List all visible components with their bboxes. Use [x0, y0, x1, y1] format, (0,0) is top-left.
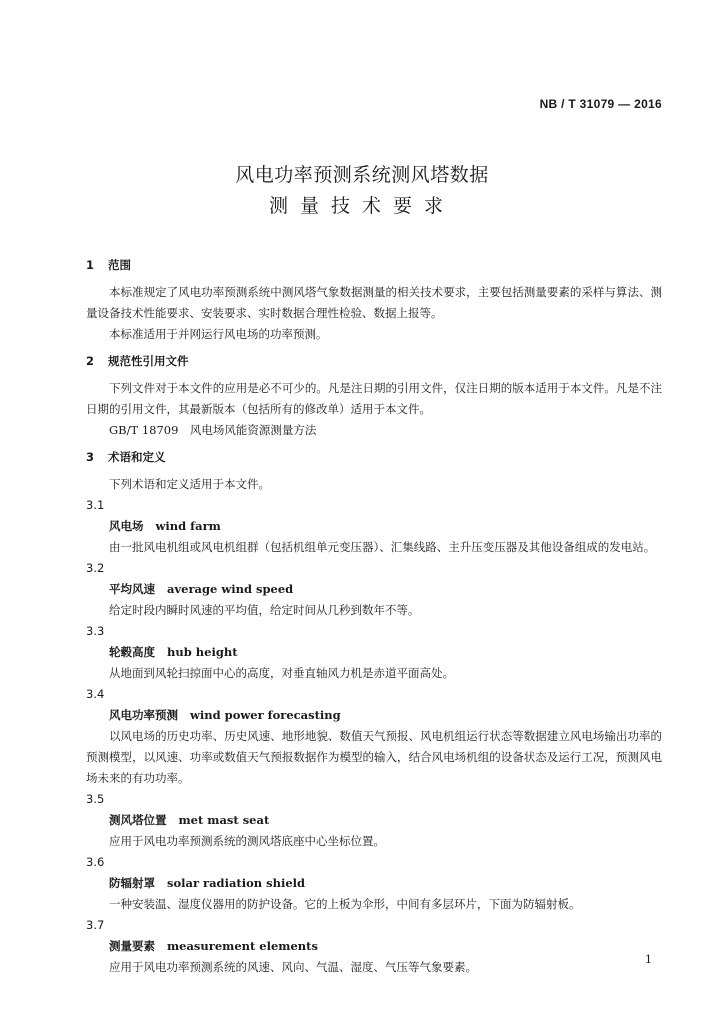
section-title: 术语和定义	[108, 450, 166, 464]
section-heading	[86, 255, 662, 276]
term-heading	[86, 810, 662, 831]
term-zh: 轮毂高度	[109, 645, 155, 659]
term-entry	[86, 621, 662, 684]
standard-number: NB / T 31079 — 2016	[539, 97, 662, 111]
term-entry	[86, 789, 662, 852]
term-heading	[86, 873, 662, 894]
section-number: 1	[86, 258, 95, 272]
term-heading	[86, 936, 662, 957]
term-zh: 平均风速	[109, 582, 155, 596]
term-zh: 防辐射罩	[109, 876, 155, 890]
term-entry	[86, 915, 662, 978]
term-definition: 应用于风电功率预测系统的测风塔底座中心坐标位置。	[109, 834, 385, 848]
term-zh: 风电功率预测	[109, 708, 178, 722]
paragraph: 下列文件对于本文件的应用是必不可少的。凡是注日期的引用文件，仅注日期的版本适用于本文件。凡是不注日期的引用文件，其最新版本（包括所有的修改单）适用于本文件。	[86, 381, 662, 416]
term-definition: 以风电场的历史功率、历史风速、地形地貌、数值天气预报、风电机组运行状态等数据建立风电场输出功率的预测模型，以风速、功率或数值天气预报数据作为模型的输入，结合风电场机组的设备状态及运行工况，预测风电场未来的有功功率。	[86, 729, 662, 785]
page-number: 1	[645, 953, 652, 966]
term-en: average wind speed	[167, 582, 294, 596]
term-number: 3.5	[86, 792, 105, 806]
term-definition: 应用于风电功率预测系统的风速、风向、气温、湿度、气压等气象要素。	[109, 960, 477, 974]
document-title: 风电功率预测系统测风塔数据	[235, 164, 489, 186]
term-zh: 测风塔位置	[109, 813, 167, 827]
term-zh: 风电场	[109, 519, 144, 533]
document-subtitle: 测量技术要求	[268, 195, 455, 217]
term-heading	[86, 642, 662, 663]
paragraph: 本标准规定了风电功率预测系统中测风塔气象数据测量的相关技术要求，主要包括测量要素的采样与算法、测量设备技术性能要求、安装要求、实时数据合理性检验、数据上报等。	[86, 285, 662, 320]
term-zh: 测量要素	[109, 939, 155, 953]
term-heading	[86, 516, 662, 537]
term-entry	[86, 495, 662, 558]
section-title: 规范性引用文件	[108, 354, 189, 368]
term-number: 3.6	[86, 855, 105, 869]
section-title: 范围	[108, 258, 131, 272]
section-scope	[86, 255, 662, 345]
term-definition: 从地面到风轮扫掠面中心的高度，对垂直轴风力机是赤道平面高处。	[109, 666, 454, 680]
paragraph: 下列术语和定义适用于本文件。	[109, 477, 270, 491]
term-number: 3.1	[86, 498, 105, 512]
section-normative-references	[86, 351, 662, 441]
section-heading	[86, 447, 662, 468]
term-en: wind farm	[155, 519, 221, 533]
term-en: met mast seat	[178, 813, 270, 827]
document-body	[86, 255, 662, 978]
term-en: hub height	[167, 645, 238, 659]
term-definition: 给定时段内瞬时风速的平均值，给定时间从几秒到数年不等。	[109, 603, 420, 617]
reference-item: GB/T 18709 风电场风能资源测量方法	[109, 423, 317, 437]
term-number: 3.2	[86, 561, 105, 575]
term-en: solar radiation shield	[167, 876, 306, 890]
term-entry	[86, 558, 662, 621]
term-entry	[86, 684, 662, 789]
term-heading	[86, 705, 662, 726]
term-en: wind power forecasting	[190, 708, 341, 722]
term-definition: 一种安装温、湿度仪器用的防护设备。它的上板为伞形，中间有多层环片，下面为防辐射板。	[109, 897, 581, 911]
term-number: 3.3	[86, 624, 105, 638]
term-number: 3.4	[86, 687, 105, 701]
term-definition: 由一批风电机组或风电机组群（包括机组单元变压器）、汇集线路、主升压变压器及其他设备组成的发电站。	[109, 540, 656, 554]
term-en: measurement elements	[167, 939, 318, 953]
section-number: 2	[86, 354, 95, 368]
section-number: 3	[86, 450, 95, 464]
paragraph: 本标准适用于并网运行风电场的功率预测。	[109, 327, 328, 341]
section-heading	[86, 351, 662, 372]
term-heading	[86, 579, 662, 600]
term-number: 3.7	[86, 918, 105, 932]
term-entry	[86, 852, 662, 915]
section-terms-definitions	[86, 447, 662, 978]
